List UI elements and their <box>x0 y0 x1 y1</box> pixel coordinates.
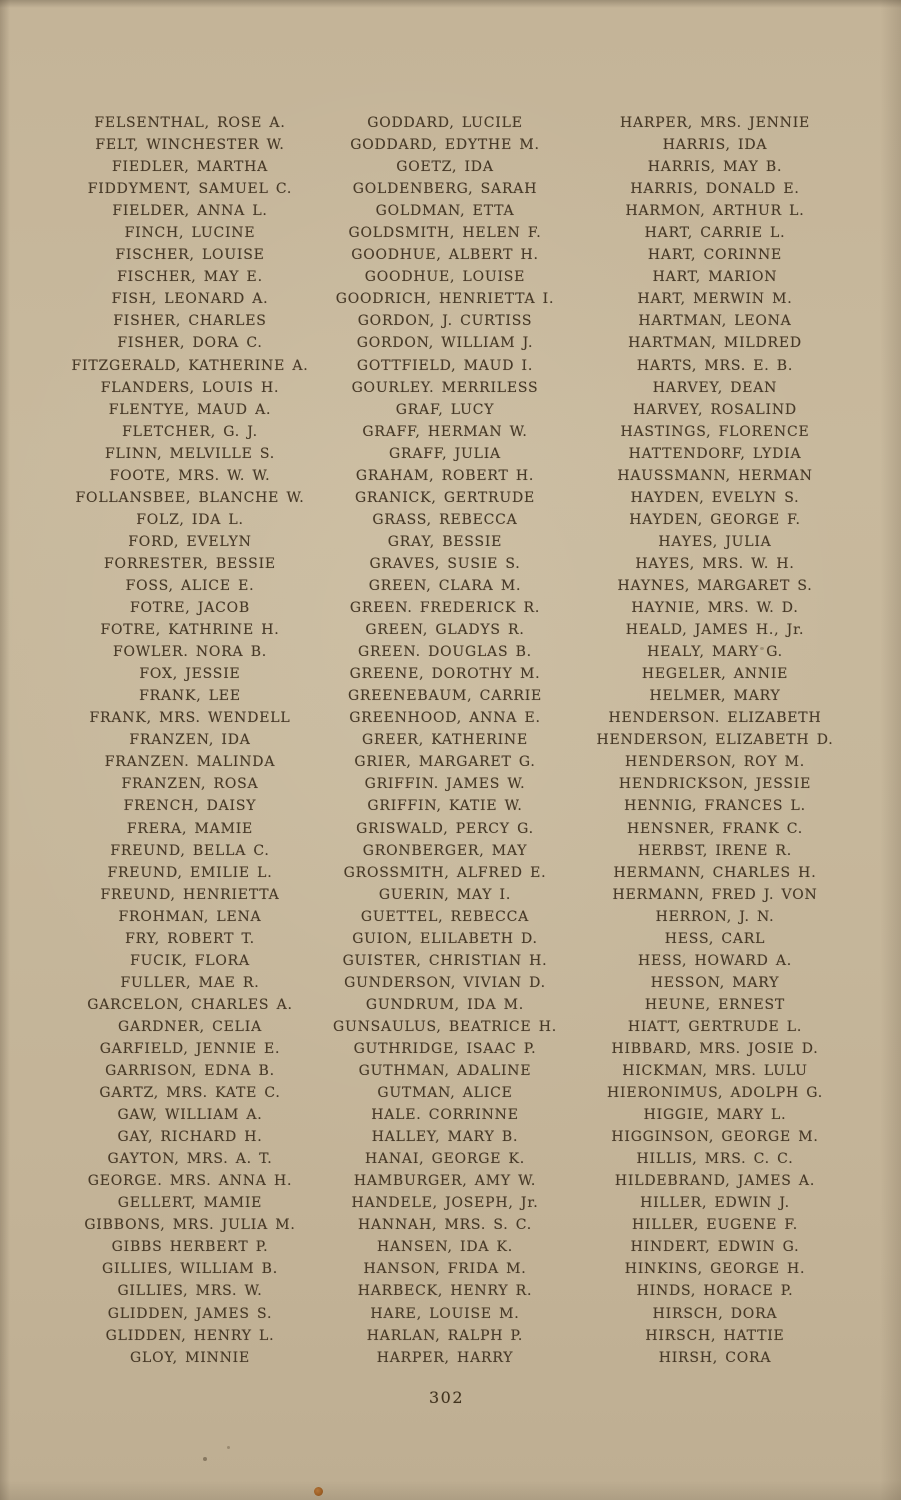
list-entry: GOURLEY. MERRILESS <box>351 379 539 396</box>
list-entry: GRISWALD, PERCY G. <box>356 820 534 837</box>
list-entry: GROSSMITH, ALFRED E. <box>343 864 547 881</box>
list-entry: FRANK, MRS. WENDELL <box>89 710 291 727</box>
list-entry: HAYES, JULIA <box>658 533 772 550</box>
list-entry: GAY, RICHARD H. <box>117 1129 263 1146</box>
list-entry: HAYDEN, EVELYN S. <box>630 489 800 506</box>
list-entry: FRANZEN, ROSA <box>121 776 259 793</box>
list-entry: GRAY, BESSIE <box>387 533 503 550</box>
list-entry: GARDNER, CELIA <box>117 1018 263 1035</box>
list-entry: HARPER, HARRY <box>376 1349 514 1366</box>
list-entry: FOTRE, JACOB <box>130 600 250 617</box>
paper-speck <box>227 1446 230 1449</box>
list-entry: HENDERSON. ELIZABETH <box>608 710 822 727</box>
list-entry: GIBBONS, MRS. JULIA M. <box>84 1217 296 1234</box>
list-entry: HARRIS, IDA <box>662 137 768 154</box>
list-entry: FOLLANSBEE, BLANCHE W. <box>75 489 305 506</box>
list-entry: HARBECK, HENRY R. <box>357 1283 533 1300</box>
list-entry: HENDERSON, ELIZABETH D. <box>596 732 834 749</box>
list-entry: FISCHER, LOUISE <box>115 247 265 264</box>
paper-speck <box>203 1457 207 1461</box>
list-entry: HANNAH, MRS. S. C. <box>358 1217 532 1234</box>
list-entry: GUNSAULUS, BEATRICE H. <box>333 1018 557 1035</box>
list-entry: GLIDDEN, HENRY L. <box>105 1327 275 1344</box>
list-entry: GRASS, REBECCA <box>372 511 518 528</box>
list-entry: GRAF, LUCY <box>395 401 495 418</box>
list-entry: HESS, CARL <box>664 930 766 947</box>
list-entry: FIEDLER, MARTHA <box>111 159 269 176</box>
list-entry: HAYDEN, GEORGE F. <box>629 511 801 528</box>
list-entry: HARTMAN, LEONA <box>638 313 792 330</box>
list-entry: HART, CARRIE L. <box>644 225 786 242</box>
list-entry: HENNIG, FRANCES L. <box>624 798 806 815</box>
list-entry: FRERA, MAMIE <box>126 820 254 837</box>
list-entry: FREUND, HENRIETTA <box>100 886 280 903</box>
list-entry: HAYES, MRS. W. H. <box>635 555 795 572</box>
list-entry: GUION, ELILABETH D. <box>352 930 538 947</box>
list-entry: HILLER, EDWIN J. <box>640 1195 790 1212</box>
list-entry: GELLERT, MAMIE <box>117 1195 263 1212</box>
list-entry: HENDRICKSON, JESSIE <box>618 776 812 793</box>
list-entry: GRIFFIN. JAMES W. <box>364 776 526 793</box>
list-entry: FREUND, EMILIE L. <box>107 864 273 881</box>
list-entry: HIBBARD, MRS. JOSIE D. <box>611 1040 819 1057</box>
list-entry: FRANK, LEE <box>139 688 241 705</box>
list-entry: HARTMAN, MILDRED <box>628 335 802 352</box>
list-entry: GRAFF, HERMAN W. <box>362 423 528 440</box>
list-entry: FOLZ, IDA L. <box>136 511 244 528</box>
list-entry: HARVEY, DEAN <box>652 379 778 396</box>
list-entry: HANSON, FRIDA M. <box>363 1261 527 1278</box>
page-number-text: 302 <box>428 1388 465 1407</box>
list-entry: FRANZEN, IDA <box>129 732 251 749</box>
list-entry: FISCHER, MAY E. <box>117 269 263 286</box>
list-entry: HIGGINSON, GEORGE M. <box>611 1129 819 1146</box>
list-entry: HESS, HOWARD A. <box>637 952 793 969</box>
list-entry: GREER, KATHERINE <box>362 732 528 749</box>
list-entry: GUTHRIDGE, ISAAC P. <box>353 1040 537 1057</box>
list-entry: HARMON, ARTHUR L. <box>625 203 805 220</box>
list-entry: GREENEBAUM, CARRIE <box>347 688 543 705</box>
list-entry: HANDELE, JOSEPH, Jr. <box>351 1195 539 1212</box>
list-entry: GRANICK, GERTRUDE <box>354 489 536 506</box>
list-entry: HANAI, GEORGE K. <box>364 1151 526 1168</box>
list-entry: HICKMAN, MRS. LULU <box>622 1063 808 1080</box>
list-entry: GOLDMAN, ETTA <box>375 203 515 220</box>
list-entry: HEALY, MARY G. <box>647 644 783 661</box>
list-entry: GOLDENBERG, SARAH <box>352 181 538 198</box>
list-entry: GLOY, MINNIE <box>129 1349 250 1366</box>
list-entry: FORRESTER, BESSIE <box>104 555 276 572</box>
name-column-2 <box>295 112 595 1369</box>
list-entry: FREUND, BELLA C. <box>110 842 270 859</box>
list-entry: GORDON, WILLIAM J. <box>356 335 534 352</box>
list-entry: GRAHAM, ROBERT H. <box>355 467 535 484</box>
list-entry: FRENCH, DAISY <box>123 798 257 815</box>
list-entry: HERMANN, CHARLES H. <box>613 864 817 881</box>
list-entry: GOODHUE, LOUISE <box>364 269 526 286</box>
list-entry: FLANDERS, LOUIS H. <box>100 379 280 396</box>
list-entry: HART, CORINNE <box>647 247 783 264</box>
list-entry: GREENHOOD, ANNA E. <box>349 710 541 727</box>
list-entry: HALLEY, MARY B. <box>371 1129 519 1146</box>
list-entry: GAYTON, MRS. A. T. <box>107 1151 273 1168</box>
list-entry: HANSEN, IDA K. <box>376 1239 514 1256</box>
list-entry: FOSS, ALICE E. <box>125 577 255 594</box>
list-entry: FISHER, DORA C. <box>117 335 263 352</box>
list-entry: GIBBS HERBERT P. <box>111 1239 269 1256</box>
list-entry: FUCIK, FLORA <box>130 952 250 969</box>
list-entry: GARFIELD, JENNIE E. <box>99 1040 281 1057</box>
list-entry: GODDARD, EDYTHE M. <box>350 137 540 154</box>
list-entry: GUERIN, MAY I. <box>378 886 512 903</box>
list-entry: HENSNER, FRANK C. <box>627 820 803 837</box>
list-entry: HARPER, MRS. JENNIE <box>619 115 811 131</box>
list-entry: FLETCHER, G. J. <box>122 423 258 440</box>
list-entry: GREEN. FREDERICK R. <box>349 600 541 617</box>
list-entry: GREEN, GLADYS R. <box>365 622 525 639</box>
list-entry: HARTS, MRS. E. B. <box>636 357 794 374</box>
list-entry: HENDERSON, ROY M. <box>624 754 806 771</box>
list-entry: HIRSCH, DORA <box>652 1305 778 1322</box>
list-entry: GORDON, J. CURTISS <box>357 313 533 330</box>
list-entry: FINCH, LUCINE <box>124 225 256 242</box>
list-entry: GAW, WILLIAM A. <box>117 1107 263 1124</box>
list-entry: HAMBURGER, AMY W. <box>353 1173 537 1190</box>
list-entry: GREEN. DOUGLAS B. <box>358 644 532 661</box>
list-entry: HALE. CORRINNE <box>371 1107 519 1124</box>
list-entry: GRAFF, JULIA <box>389 445 501 462</box>
list-entry: HERBST, IRENE R. <box>637 842 793 859</box>
list-entry: FIDDYMENT, SAMUEL C. <box>87 181 293 198</box>
list-entry: HEUNE, ERNEST <box>644 996 786 1013</box>
list-entry: HILLIS, MRS. C. C. <box>636 1151 794 1168</box>
list-entry: FELT, WINCHESTER W. <box>95 137 285 154</box>
paper-fleck-orange <box>314 1487 323 1496</box>
list-entry: FITZGERALD, KATHERINE A. <box>71 357 309 374</box>
list-entry: GUTHMAN, ADALINE <box>358 1063 532 1080</box>
list-entry: GODDARD, LUCILE <box>367 115 523 131</box>
list-entry: HARVEY, ROSALIND <box>633 401 797 418</box>
list-entry: FRY, ROBERT T. <box>125 930 255 947</box>
list-entry: GILLIES, MRS. W. <box>117 1283 263 1300</box>
list-entry: GARCELON, CHARLES A. <box>87 996 293 1013</box>
list-entry: HERRON, J. N. <box>655 908 775 925</box>
list-entry: HIERONIMUS, ADOLPH G. <box>606 1085 823 1102</box>
list-entry: FLENTYE, MAUD A. <box>108 401 272 418</box>
list-entry: GOLDSMITH, HELEN F. <box>348 225 542 242</box>
list-entry: GARTZ, MRS. KATE C. <box>99 1085 281 1102</box>
list-entry: HARRIS, DONALD E. <box>630 181 800 198</box>
list-entry: FISHER, CHARLES <box>113 313 267 330</box>
list-entry: HINKINS, GEORGE H. <box>624 1261 806 1278</box>
list-entry: FLINN, MELVILLE S. <box>104 445 276 462</box>
list-entry: HASTINGS, FLORENCE <box>620 423 810 440</box>
list-entry: GUISTER, CHRISTIAN H. <box>342 952 548 969</box>
list-entry: GUETTEL, REBECCA <box>360 908 530 925</box>
list-entry: HILDEBRAND, JAMES A. <box>614 1173 816 1190</box>
list-entry: HIRSH, CORA <box>658 1349 772 1366</box>
list-entry: GREENE, DOROTHY M. <box>349 666 541 683</box>
list-entry: HIATT, GERTRUDE L. <box>627 1018 803 1035</box>
list-entry: HELMER, MARY <box>649 688 781 705</box>
list-entry: HAYNES, MARGARET S. <box>617 577 813 594</box>
list-entry: HART, MERWIN M. <box>637 291 793 308</box>
list-entry: FRANZEN. MALINDA <box>104 754 276 771</box>
list-entry: HINDS, HORACE P. <box>636 1283 794 1300</box>
list-entry: FELSENTHAL, ROSE A. <box>94 115 286 131</box>
list-entry: HERMANN, FRED J. VON <box>612 886 818 903</box>
list-entry: HARE, LOUISE M. <box>370 1305 520 1322</box>
list-entry: GRIFFIN, KATIE W. <box>367 798 523 815</box>
list-entry: FOX, JESSIE <box>139 666 241 683</box>
list-entry: GRIER, MARGARET G. <box>354 754 536 771</box>
name-column-3 <box>565 112 865 1369</box>
list-entry: GILLIES, WILLIAM B. <box>102 1261 278 1278</box>
list-entry: GOODHUE, ALBERT H. <box>351 247 539 264</box>
list-entry: GREEN, CLARA M. <box>368 577 522 594</box>
list-entry: GOETZ, IDA <box>396 159 494 176</box>
list-entry: GOODRICH, HENRIETTA I. <box>335 291 555 308</box>
list-entry: GOTTFIELD, MAUD I. <box>356 357 534 374</box>
list-entry: HAYNIE, MRS. W. D. <box>631 600 799 617</box>
list-entry: HARLAN, RALPH P. <box>366 1327 524 1344</box>
list-entry: HART, MARION <box>652 269 778 286</box>
list-entry: FULLER, MAE R. <box>120 974 260 991</box>
list-entry: HIGGIE, MARY L. <box>643 1107 787 1124</box>
paper-speck <box>760 647 764 650</box>
list-entry: HARRIS, MAY B. <box>647 159 783 176</box>
list-entry: HILLER, EUGENE F. <box>632 1217 798 1234</box>
list-entry: HESSON, MARY <box>650 974 780 991</box>
list-entry: GUTMAN, ALICE <box>377 1085 513 1102</box>
list-entry: GRAVES, SUSIE S. <box>369 555 521 572</box>
list-entry: HATTENDORF, LYDIA <box>628 445 802 462</box>
list-entry: FIELDER, ANNA L. <box>112 203 268 220</box>
list-entry: GARRISON, EDNA B. <box>105 1063 275 1080</box>
list-entry: GRONBERGER, MAY <box>362 842 528 859</box>
list-entry: HEALD, JAMES H., Jr. <box>625 622 805 639</box>
list-entry: GLIDDEN, JAMES S. <box>107 1305 273 1322</box>
list-entry: FOOTE, MRS. W. W. <box>109 467 271 484</box>
list-entry: FROHMAN, LENA <box>118 908 262 925</box>
list-entry: HEGELER, ANNIE <box>641 666 789 683</box>
list-entry: HIRSCH, HATTIE <box>645 1327 785 1344</box>
list-entry: GEORGE. MRS. ANNA H. <box>87 1173 293 1190</box>
list-entry: FOTRE, KATHRINE H. <box>100 622 280 639</box>
list-entry: FORD, EVELYN <box>128 533 252 550</box>
list-entry: FISH, LEONARD A. <box>111 291 269 308</box>
list-entry: GUNDRUM, IDA M. <box>365 996 525 1013</box>
list-entry: GUNDERSON, VIVIAN D. <box>344 974 546 991</box>
list-entry: FOWLER. NORA B. <box>112 644 268 661</box>
list-entry: HINDERT, EDWIN G. <box>630 1239 800 1256</box>
list-entry: HAUSSMANN, HERMAN <box>617 467 813 484</box>
page-number <box>0 1388 901 1407</box>
